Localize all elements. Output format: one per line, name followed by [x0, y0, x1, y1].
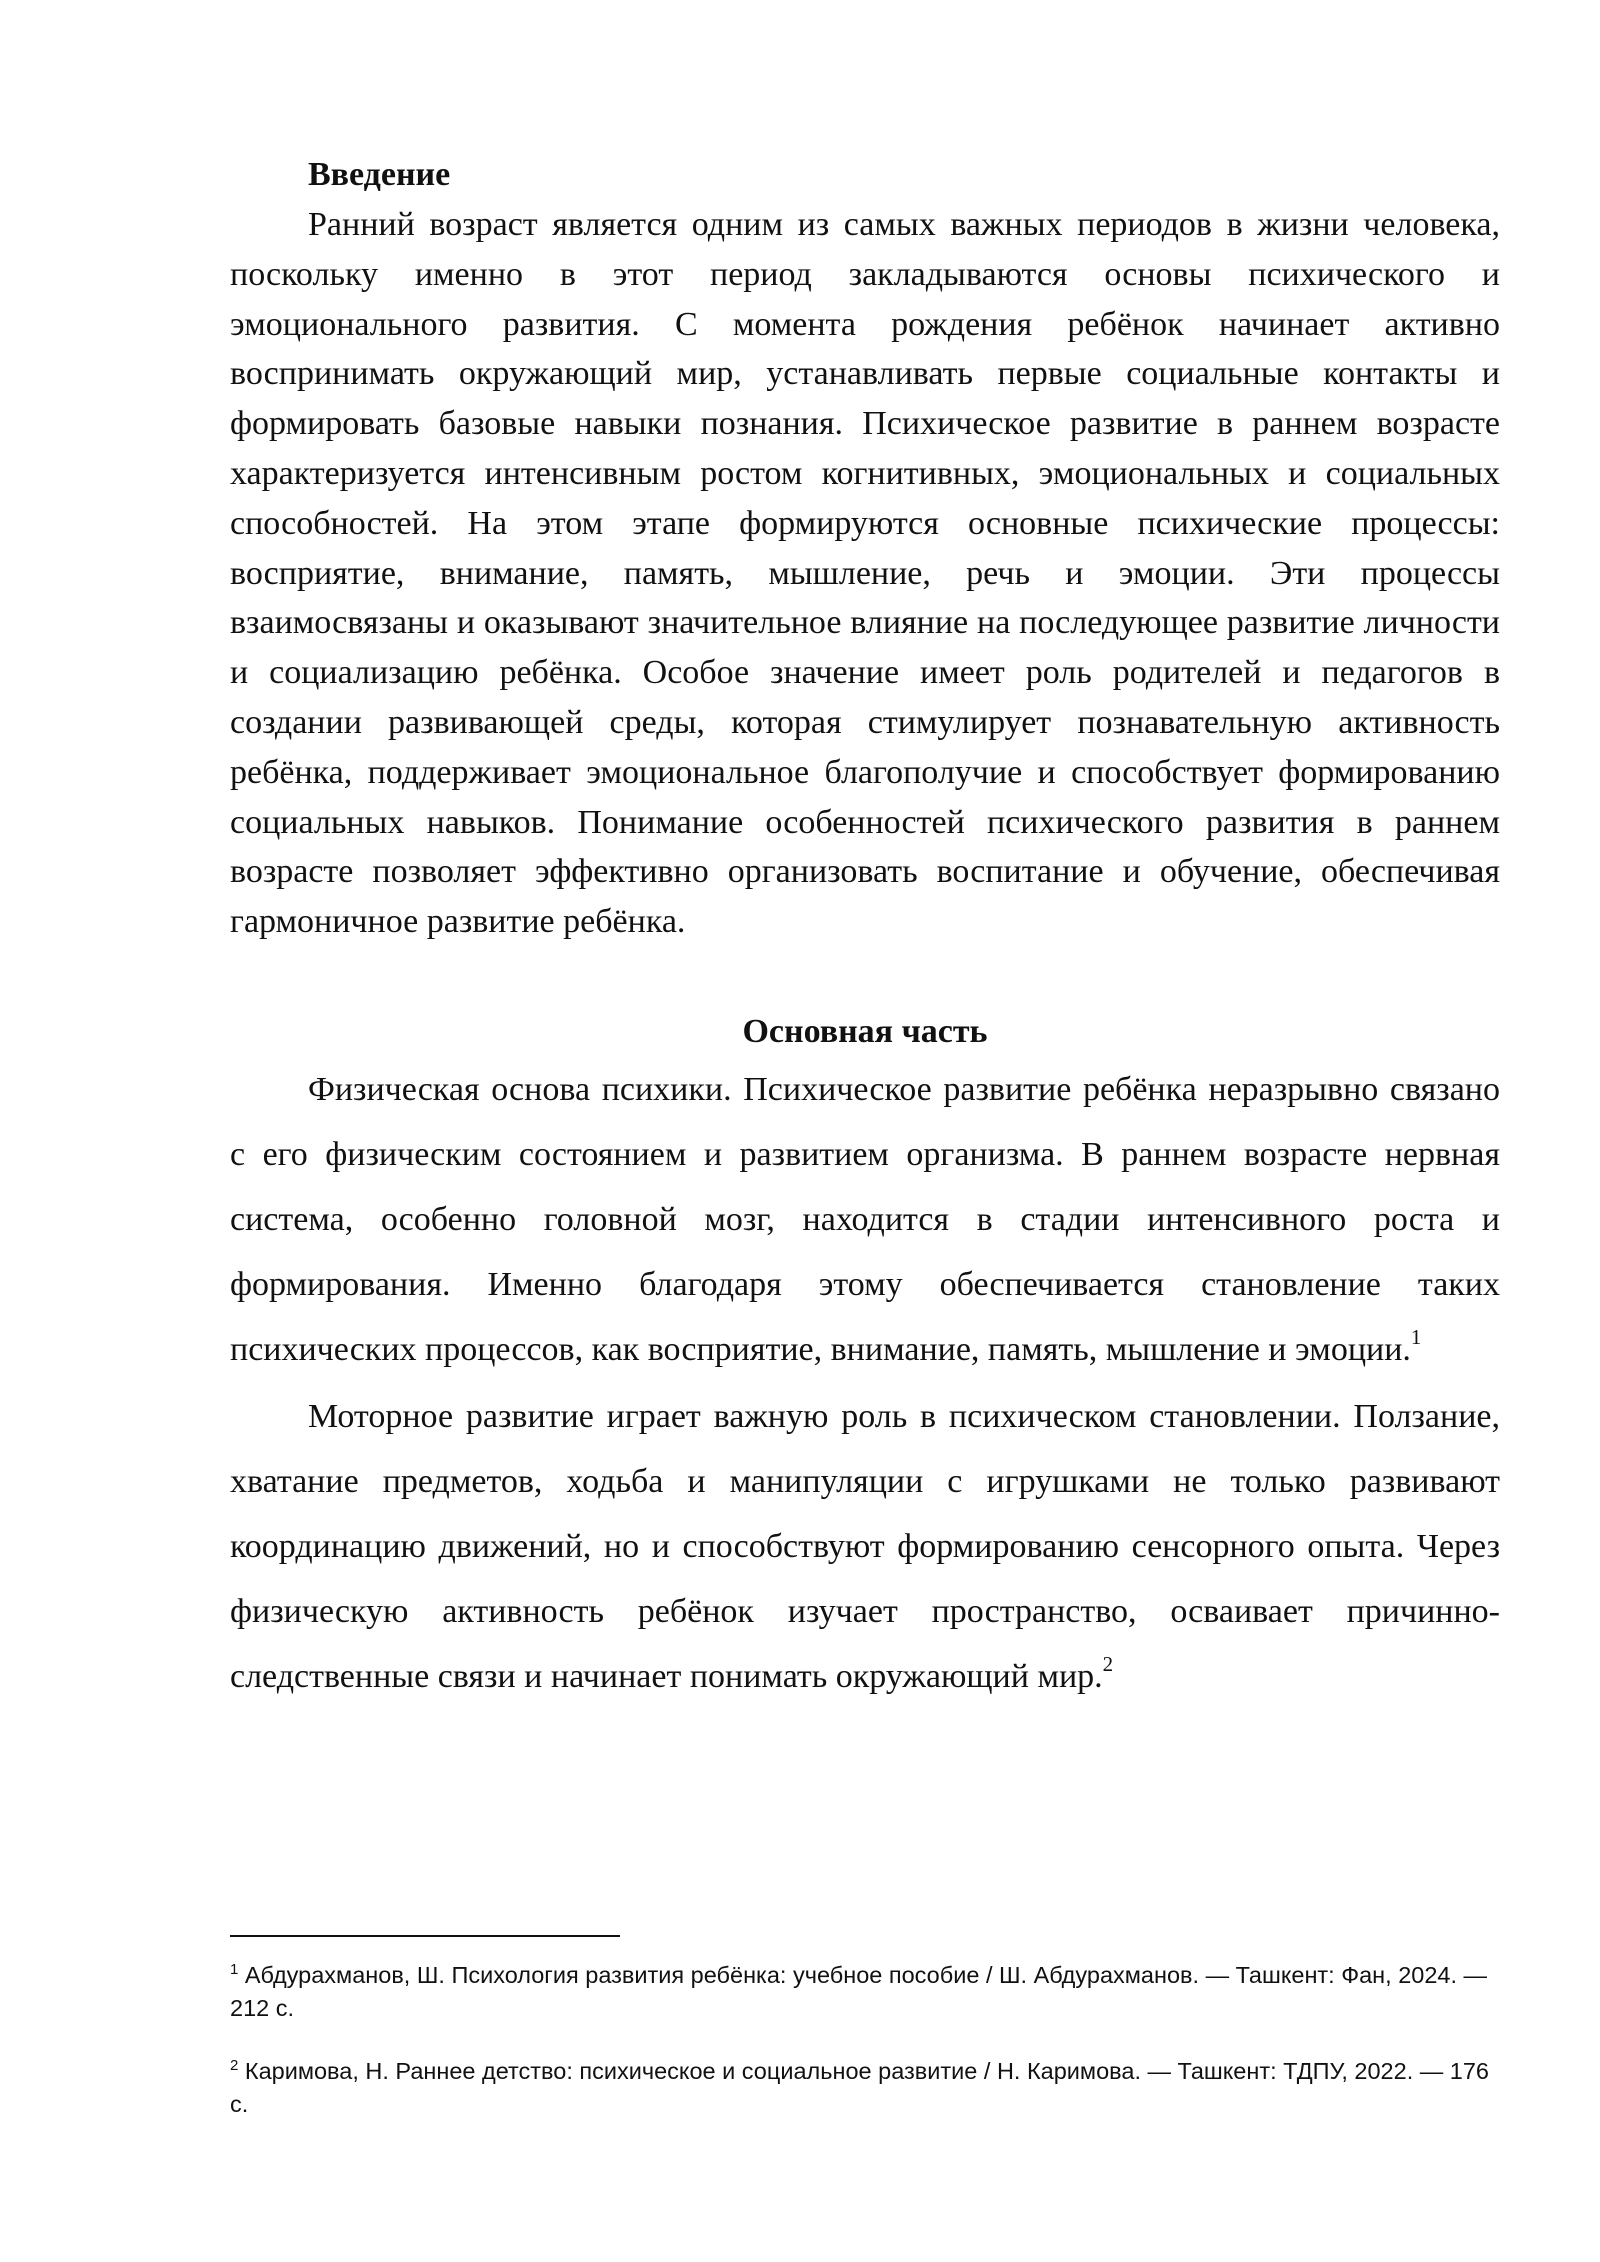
main-paragraph-motor-development	[230, 1384, 1500, 1709]
footnote-separator	[230, 1935, 620, 1937]
paragraph-text: Физическая основа психики. Психическое развитие ребёнка неразрывно связано с его физическим состоянием и развитием организма. В раннем возрасте нервная система, особенно головной мозг, находится в стадии интенсивного роста и формирования. Именно благодаря этому обеспечивается становление таких психических процессов, как восприятие, внимание, память, мышление и эмоции.	[230, 1070, 1500, 1368]
intro-paragraph: Ранний возраст является одним из самых важных периодов в жизни человека, поскольку именно в этот период закладываются основы психического и эмоционального развития. С момента рождения ребёнок начинает активно воспринимать окружающий мир, устанавливать первые социальные контакты и формировать базовые навыки познания. Психическое развитие в раннем возрасте характеризуется интенсивным ростом когнитивных, эмоциональных и социальных способностей. На этом этапе формируются основные психические процессы: восприятие, внимание, память, мышление, речь и эмоции. Эти процессы взаимосвязаны и оказывают значительное влияние на последующее развитие личности и социализацию ребёнка. Особое значение имеет роль родителей и педагогов в создании развивающей среды, которая стимулирует познавательную активность ребёнка, поддерживает эмоциональное благополучие и способствует формированию социальных навыков. Понимание особенностей психического развития в раннем возрасте позволяет эффективно организовать воспитание и обучение, обеспечивая гармоничное развитие ребёнка.	[230, 206, 1500, 941]
footnote-mark: 1	[230, 1961, 239, 1978]
footnote-2	[230, 2055, 1500, 2121]
footnote-1	[230, 1959, 1500, 2025]
footnote-mark: 2	[230, 2057, 239, 2074]
document-body	[230, 150, 1500, 1709]
footnote-reference[interactable]: 2	[1102, 1651, 1114, 1676]
paragraph-text: Моторное развитие играет важную роль в психическом становлении. Ползание, хватание предметов, ходьба и манипуляции с игрушками не только развивают координацию движений, но и способствуют формированию сенсорного опыта. Через физическую активность ребёнок изучает пространство, осваивает причинно-следственные связи и начинает понимать окружающий мир.	[230, 1397, 1500, 1695]
footnote-reference[interactable]: 1	[1410, 1324, 1422, 1349]
section-heading-introduction: Введение	[308, 156, 451, 193]
section-heading-main-part: Основная часть	[742, 1012, 988, 1050]
main-paragraph-physical-basis	[230, 1057, 1500, 1382]
footnote-text: Абдурахманов, Ш. Психология развития ребёнка: учебное пособие / Ш. Абдурахманов. — Ташкент: Фан, 2024. — 212 с.	[230, 1962, 1488, 2021]
footnotes-area	[230, 1935, 1500, 2121]
footnote-text: Каримова, Н. Раннее детство: психическое и социальное развитие / Н. Каримова. — Ташкент: ТДПУ, 2022. — 176 с.	[230, 2058, 1489, 2117]
